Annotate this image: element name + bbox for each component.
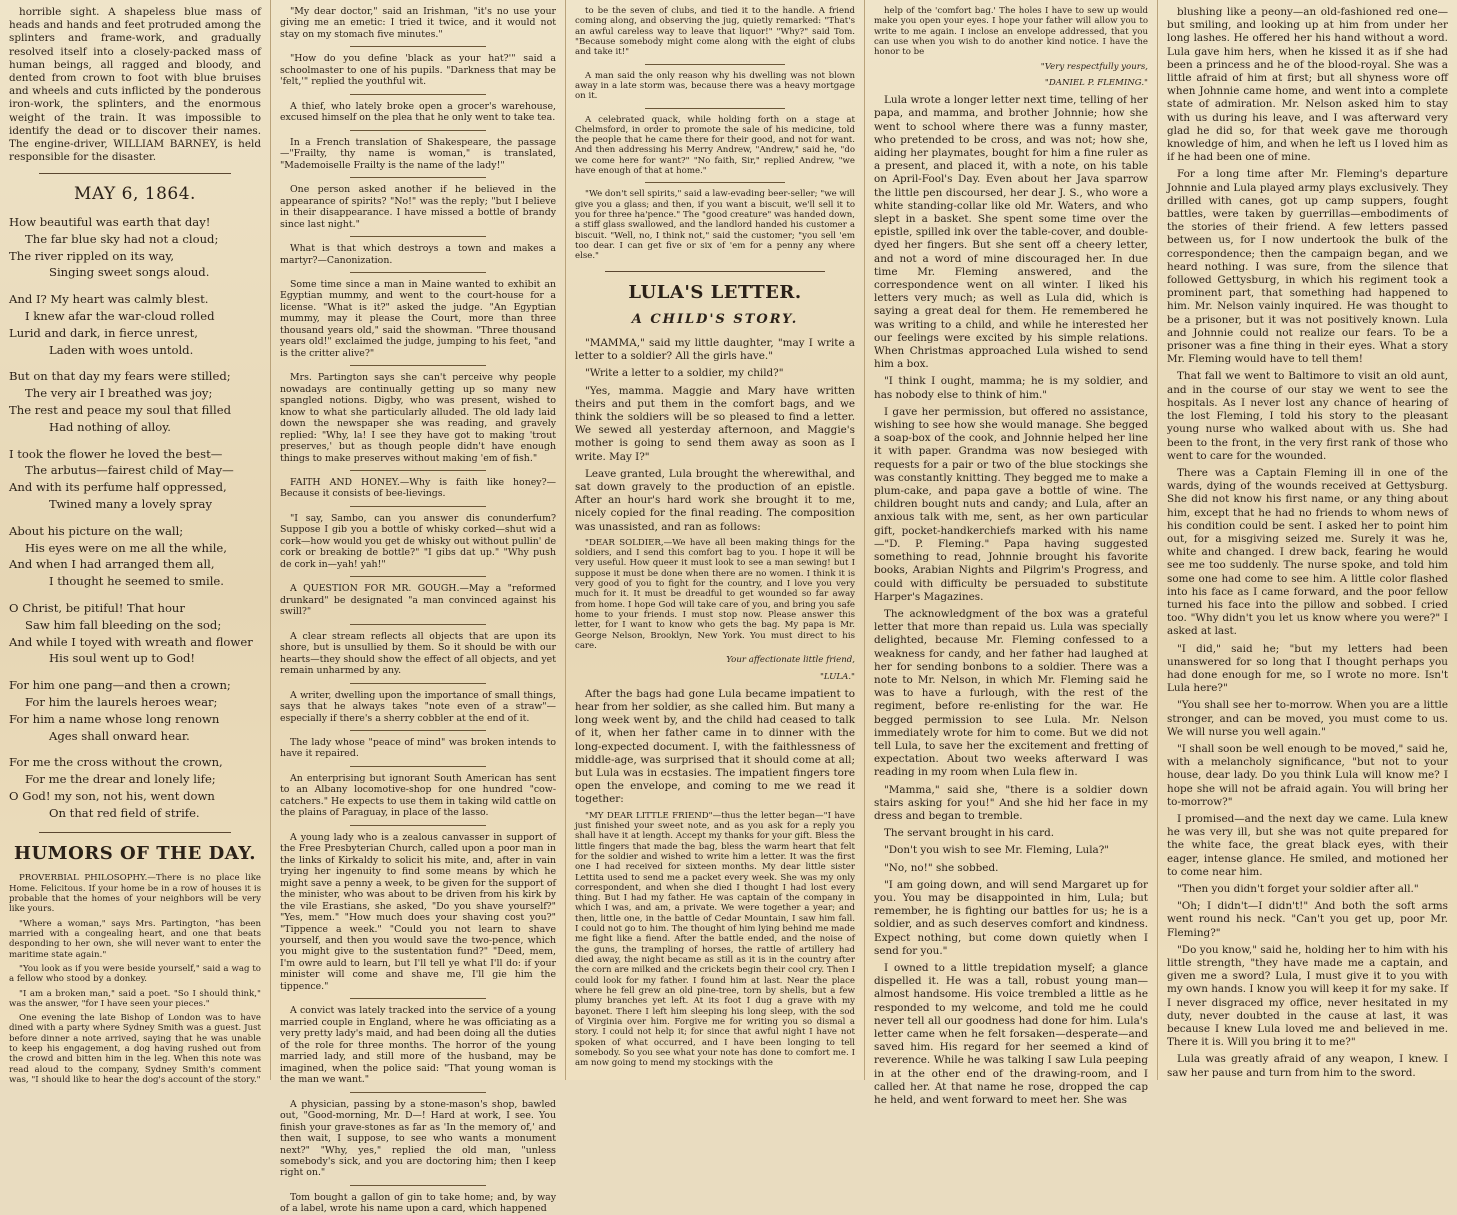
letter-signature: "LULA." xyxy=(819,671,855,682)
humor-item: A writer, dwelling upon the importance of small things, says that he always takes "note even of a straw"—especially if there's a sherry cobbler at the end of it. xyxy=(280,689,556,724)
poem-line: His eyes were on me all the while, xyxy=(25,540,227,555)
poem-line: For him a name whose long renown xyxy=(9,711,220,726)
story-title: LULA'S LETTER. xyxy=(628,281,802,303)
humor-item: A man said the only reason why his dwelling was not blown away in a late storm was, because there was a heavy mortgage on it. xyxy=(575,70,855,102)
item-separator xyxy=(350,272,486,273)
reply-signature-line: "Very respectfully yours, xyxy=(1040,61,1148,72)
column-2 xyxy=(270,0,565,1215)
story-paragraph: That fall we went to Baltimore to visit an old aunt, and in the course of our stay we went to see the hospitals. As I never lost any chance of hearing of the lost Fleming, I told his story to the pleasant young nurse who walked about with us. She had been to the front, in the very first rank of those who went to care for the wounded. xyxy=(1167,370,1448,462)
poem-line: His soul went up to God! xyxy=(49,651,196,666)
poem-line: Saw him fall bleeding on the sod; xyxy=(25,617,222,632)
poem-stanza xyxy=(9,214,261,281)
poem-line: I knew afar the war-cloud rolled xyxy=(25,309,215,323)
column-3-humor-items xyxy=(575,6,855,262)
story-paragraph: "Do you know," said he, holding her to him with his little strength, "they have made me a captain, and given me a sword? Lula, I must give it to you with my own hands. I know you will keep it for my sake. If I never disgraced my office, never hesitated in my duty, never doubted in the cause at last, it was because I knew Lula loved me and believed in me. There it is. Will you bring it to me?" xyxy=(1167,943,1448,1049)
story-paragraph: I owned to a little trepidation myself; a glance dispelled it. He was a tall, robust young man—almost handsome. His voice trembled a little as he responded to my welcome, and told me he could never tell all our goodness had done for him. Lula's letter came when he felt forsaken—desperate—and saved him. His regard for her seemed a kind of reverence. While he was talking I saw Lula peeping in at the other end of the drawing-room, and I called her. At that name he rose, dropped the cap he held, and went forward to meet her. She was xyxy=(874,961,1148,1107)
story-paragraph: Leave granted, Lula brought the wherewithal, and sat down gravely to the production of an epistle. After an hour's hard work she brought it to me, nicely copied for the final reading. The composition was unassisted, and ran as follows: xyxy=(575,467,855,533)
column-5 xyxy=(1157,0,1457,1080)
column-1 xyxy=(0,0,270,1085)
poem-stanza xyxy=(9,677,261,744)
column-rule xyxy=(605,271,825,272)
humor-item: In a French translation of Shakespeare, the passage—"Frailty, thy name is woman," is translated, "Mademoiselle Frailty is the name of the lady!" xyxy=(280,136,556,171)
humor-item: "How do you define 'black as your hat?'" said a schoolmaster to one of his pupils. "Darkness that may be 'felt,'" replied the youthful wit. xyxy=(280,53,556,88)
poem-line: The rest and peace my soul that filled xyxy=(9,402,231,417)
humor-item: Mrs. Partington says she can't perceive why people nowadays are continually getting up so many new spangled notions. Digby, who was present, wished to know to what she particularly alluded. The old lady laid down the newspaper she was reading, and gravely replied: "Why, la! I see they have got to making 'trout preserves,' but as though people didn't have enough things to make preserves without making 'em of fish." xyxy=(280,372,556,464)
letter-closing: Your affectionate little friend, xyxy=(726,655,855,666)
item-separator xyxy=(350,177,486,178)
story-paragraph: "Write a letter to a soldier, my child?" xyxy=(585,367,784,380)
item-separator xyxy=(350,130,486,131)
story-paragraph: I gave her permission, but offered no assistance, wishing to see how she would manage. She begged a soap-box of the cook, and Johnnie helped her line it with paper. Grandma was now besieged with requests for a pair or two of the blue stockings she was constantly knitting. They begged me to make a plum-cake, and papa gave a bottle of wine. The children bought nuts and candy; and Lula, after an anxious talk with me, sent, as her own particular gift, pocket-handkerchiefs marked with his name—"D. P. Fleming." Papa having suggested something to read, Johnnie brought his favorite books, Arabian Nights and Pilgrim's Progress, and could with difficulty be persuaded to substitute Harper's Magazines. xyxy=(874,405,1148,603)
story-paragraph: "I am going down, and will send Margaret up for you. You may be disappointed in him, Lula; but remember, he is fighting our battles for us; he is a soldier, and as such deserves comfort and kindness. Expect nothing, but come down quietly when I send for you." xyxy=(874,878,1148,957)
humor-item: to be the seven of clubs, and tied it to the handle. A friend coming along, and observing the jug, quietly remarked: "That's an awful careless way to leave that liquor!" "Why?" said Tom. "Because somebody might come along with the eight of clubs and take it!" xyxy=(575,6,855,58)
column-1-intro: horrible sight. A shapeless blue mass of heads and hands and feet protruded among the splinters and frame-work, and gradually resolved itself into a closely-packed mass of human beings, all ragged and bloody, and dented from crown to foot with blue bruises and wheels and cuts inflicted by the ponderous iron-work, the splinters, and the enormous weight of the train. It was impossible to identify the dead or to discover their names. The engine-driver, WILLIAM BARNEY, is held responsible for the disaster. xyxy=(9,6,261,164)
item-separator xyxy=(350,766,486,767)
poem-line: Ages shall onward hear. xyxy=(49,728,190,743)
story-paragraph: The servant brought in his card. xyxy=(884,827,1055,840)
column-3 xyxy=(565,0,864,1080)
story-paragraph: "Don't you wish to see Mr. Fleming, Lula?" xyxy=(884,844,1110,857)
story-paragraph: "No, no!" she sobbed. xyxy=(884,861,999,874)
item-separator xyxy=(350,730,486,731)
poem-line: Singing sweet songs aloud. xyxy=(49,265,210,280)
column-rule xyxy=(39,173,231,174)
item-separator xyxy=(350,683,486,684)
item-separator xyxy=(350,94,486,95)
item-separator xyxy=(350,506,486,507)
column-4 xyxy=(864,0,1157,1107)
poem-line: For him the laurels heroes wear; xyxy=(25,694,218,709)
poem-stanza xyxy=(9,523,261,590)
humor-item: FAITH AND HONEY.—Why is faith like honey?—Because it consists of bee-lievings. xyxy=(280,477,556,500)
item-separator xyxy=(350,1185,486,1186)
poem-line: I thought he seemed to smile. xyxy=(49,574,224,589)
humor-section-title: HUMORS OF THE DAY. xyxy=(13,842,257,864)
item-separator xyxy=(350,236,486,237)
story-subtitle: A CHILD'S STORY. xyxy=(631,312,799,328)
poem-line: O God! my son, not his, went down xyxy=(9,788,215,803)
poem-line: And I? My heart was calmly blest. xyxy=(9,292,209,307)
story-paragraph: There was a Captain Fleming ill in one of the wards, dying of the wounds received at Gettysburg. She did not know his first name, or any thing about him, except that he had no friends to whom news of his condition could be sent. I asked her to point him out, for a misgiving seized me. Surely it was he, white and changed. I drew back, fearing he would see me too suddenly. The nurse spoke, and told him some one had come to see him. A little color flashed into his face as I came forward, and the poor fellow turned his face into the pillow and sobbed. I cried too. "Why didn't you let us know where you were?" I asked at last. xyxy=(1167,466,1448,638)
poem-stanza xyxy=(9,446,261,513)
humor-item: Some time since a man in Maine wanted to exhibit an Egyptian mummy, and went to the court-house for a license. "What is it?" asked the judge. "An Egyptian mummy, may it please the Court, more than three thousand years old," said the showman. "Three thousand years old!" exclaimed the judge, jumping to his feet, "and is the critter alive?" xyxy=(280,278,556,359)
humor-item: "We don't sell spirits," said a law-evading beer-seller; "we will give you a glass; and then, if you want a biscuit, we'll sell it to you for three ha'pence." The "good creature" was handed down, a stiff glass swallowed, and the landlord handed his customer a biscuit. "Well, no, I think not," said the customer; "you sell 'em too dear. I can get five or six of 'em for a penny any where else." xyxy=(575,189,855,262)
poem-line: And when I had arranged them all, xyxy=(9,557,215,572)
poem-line: For me the cross without the crown, xyxy=(9,755,223,770)
humor-item: "My dear doctor," said an Irishman, "it's no use your giving me an emetic: I tried it twice, and it would not stay on my stomach five minutes." xyxy=(280,6,556,40)
poem-line: How beautiful was earth that day! xyxy=(9,215,211,230)
humor-item: The lady whose "peace of mind" was broken intends to have it repaired. xyxy=(280,736,556,760)
poem-line: Had nothing of alloy. xyxy=(49,419,171,434)
poem-line: The far blue sky had not a cloud; xyxy=(25,231,219,246)
humor-item: A convict was lately tracked into the service of a young married couple in England, where he was officiating as a very pretty lady's maid, and had been doing all the duties of the role for three months. The horror of the young married lady, and still more of the husband, may be imagined, when the police said: "That young woman is the man we want." xyxy=(280,1005,556,1086)
item-separator xyxy=(350,576,486,577)
poem-line: And while I toyed with wreath and flower xyxy=(9,634,253,649)
item-separator xyxy=(645,182,785,183)
item-separator xyxy=(350,470,486,471)
story-paragraph: I promised—and the next day we came. Lula knew he was very ill, but she was not quite prepared for the white face, the great black eyes, with their eager, intense glance. He smiled, and motioned her to come near him. xyxy=(1167,812,1448,878)
poem-body xyxy=(9,214,261,822)
humor-item: A physician, passing by a stone-mason's shop, bawled out, "Good-morning, Mr. D—! Hard at work, I see. You finish your grave-stones as far as 'In the memory of,' and then wait, I suppose, to see who wants a monument next?" "Why, yes," replied the old man, "unless somebody's sick, and you are doctoring him; then I keep right on." xyxy=(280,1098,556,1179)
poem-line: I took the flower he loved the best— xyxy=(9,446,223,461)
humor-item: An enterprising but ignorant South American has sent to an Albany locomotive-shop for one hundred "cow-catchers." He expects to use them in taking wild cattle on the plains of Paraguay, in place of the lasso. xyxy=(280,772,556,819)
reply-letter-end: help of the 'comfort bag.' The holes I have to sew up would make you open your eyes. I hope your father will allow you to write to me again. I inclose an envelope addressed, that you can use when you wish to do another kind notice. I have the honor to be xyxy=(874,6,1148,58)
poem-line: And with its perfume half oppressed, xyxy=(9,480,227,495)
item-separator xyxy=(645,108,785,109)
story-paragraph: The acknowledgment of the box was a grateful letter that more than repaid us. Lula was specially delighted, because Mr. Fleming confessed to a weakness for candy, and her father had laughed at her for sending bonbons to a soldier. There was a note to Mr. Nelson, in which Mr. Fleming said he was to have a furlough, with the rest of the regiment, before re-enlisting for the war. He begged permission to see Lula. Mr. Nelson immediately wrote for him to come. But we did not tell Lula, to save her the excitement and fretting of expectation. About two weeks afterward I was reading in my room when Lula flew in. xyxy=(874,607,1148,779)
story-paragraph: "I did," said he; "but my letters had been unanswered for so long that I thought perhaps you had done enough for me, so I wrote no more. Isn't Lula here?" xyxy=(1167,642,1448,695)
poem-line: The arbutus—fairest child of May— xyxy=(25,463,234,478)
poem-line: For me the drear and lonely life; xyxy=(25,772,216,787)
story-paragraph: For a long time after Mr. Fleming's departure Johnnie and Lula played army plays exclusively. They drilled with canes, got up camp suppers, fought battles, were taken by guerrillas—embodiments of the stories of their friend. A few letters passed between us, for I now undertook the bulk of the correspondence; then the campaign began, and we heard nothing. I was sure, from the silence that followed Gettysburg, in which his regiment took a prominent part, that something had happened to him. Mr. Nelson vainly inquired. He was thought to be a prisoner, but it was not positively known. Lula and Johnnie could not realize our fears. To be a prisoner was a fine thing in their eyes. What a story Mr. Fleming would have to tell them! xyxy=(1167,168,1448,366)
item-separator xyxy=(645,64,785,65)
poem-stanza xyxy=(9,368,261,435)
poem-line: The very air I breathed was joy; xyxy=(25,386,213,401)
poem-title: MAY 6, 1864. xyxy=(74,184,196,205)
humor-item: PROVERBIAL PHILOSOPHY.—There is no place like Home. Felicitous. If your home be in a row of houses it is probable that the homes of your neighbors will be very like yours. xyxy=(9,873,261,915)
humor-item: A clear stream reflects all objects that are upon its shore, but is unsullied by them. So it should be with our hearts—they should show the effect of all objects, and yet remain unharmed by any. xyxy=(280,630,556,677)
story-paragraphs xyxy=(575,337,855,534)
soldier-letter: "DEAR SOLDIER,—We have all been making things for the soldiers, and I send this comfort bag to you. I hope it will be very useful. How queer it must look to see a man sewing! but I suppose it must be done when there are no women. I think it is very good of you to fight for the country, and I love you very much for it. It must be dreadful to get wounded so far away from home. I hope God will take care of you, and bring you safe home to your friends. I must stop now. Please answer this letter, for I want to know who gets the bag. My papa is Mr. George Nelson, Brooklyn, New York. You must direct to his care. xyxy=(575,537,855,651)
humor-item: Tom bought a gallon of gin to take home; and, by way of a label, wrote his name upon a card, which happened xyxy=(280,1191,556,1215)
humor-item: "I am a broken man," said a poet. "So I should think," was the answer, "for I have seen your pieces." xyxy=(9,988,261,1009)
poem-stanza xyxy=(9,291,261,358)
poem-line: For him one pang—and then a crown; xyxy=(9,678,231,693)
story-paragraph: blushing like a peony—an old-fashioned red one—but smiling, and looking up at him from under her long lashes. He offered her his hand without a word. Lula gave him hers, when he kissed it as if she had been a princess and he of the blood-royal. She was a little afraid of him at first; but all shyness wore off when Johnnie came home, and went into a complete state of admiration. Mr. Nelson asked him to stay with us during his leave, and I was afterward very glad he did so, for that week gave me thorough knowledge of him, and when he left us I loved him as if he had been one of mine. xyxy=(1167,6,1448,164)
reply-letter: "MY DEAR LITTLE FRIEND"—thus the letter began—"I have just finished your sweet note, and as you ask for a reply you shall have it at length. Accept my thanks for your gift. Bless the little fingers that made the bag, bless the warm heart that felt for the soldier and wished to write him a letter. It was the first one I had received for sixteen months. My dear little sister Lettita used to send me a packet every week. She was my only correspondent, and when she died I thought I had lost every thing. But I had my father. He was captain of the company in which I was, and am, a private. We were together a year; and then, little one, in the battle of Cedar Mountain, I saw him fall. I could not go to him. The thought of him lying behind me made me fight like a fiend. After the battle ended, and the noise of the guns, the trampling of horses, the rattle of artillery had died away, the night became as still as it is in the country after the corn are milked and the crickets begin their cool cry. Then I could look for my father. I found him at last. Near the place where he fell grew an old pine-tree, torn by shells, but a few plumy branches yet left. At its foot I dug a grave with my bayonet. There I left him sleeping his long sleep, with the sod of Virginia over him. Forgive me for writing you so dismal a story. I could not help it; for since that awful night I have not spoken of what occurred, and I have been longing to tell somebody. So you see what your note has done to comfort me. I am now going to mend my stockings with the xyxy=(575,810,855,1069)
story-paragraph: Lula wrote a longer letter next time, telling of her papa, and mamma, and brother Johnnie; how she went to school where there was a funny master, who pretended to be cross, and was not; how she, aiding her playmates, bought for him a fine ruler as a present, and placed it, with a note, on his table on April-Fool's Day. Even about her Java sparrow the little pen discoursed, her dear J. S., who wore a white standing-collar like old Mr. Waters, and who slept in a basket. She spent some time over the epistle, spilled ink over the table-cover, and double-dyed her fingers. But she sent off a cheery letter, and not a word of mine discouraged her. In due time Mr. Fleming answered, and the correspondence went on all winter. I liked his letters very much; as well as Lula did, which is saying a great deal for them. He remembered he was writing to a child, and while he interested her our feelings were excited by his simple relations. When Christmas approached Lula wished to send him a box. xyxy=(874,94,1148,371)
story-paragraph: "Mamma," said she, "there is a soldier down stairs asking for you!" And she hid her face in my dress and began to tremble. xyxy=(874,783,1148,822)
poem-stanza xyxy=(9,754,261,821)
poem-line: O Christ, be pitiful! That hour xyxy=(9,600,185,615)
column-rule xyxy=(39,832,231,833)
item-separator xyxy=(350,46,486,47)
story-paragraph: "Then you didn't forget your soldier after all." xyxy=(1177,883,1419,895)
humor-item: A QUESTION FOR MR. GOUGH.—May a "reformed drunkard" be designated "a man convinced against his swill?" xyxy=(280,583,556,618)
story-paragraph: "Yes, mamma. Maggie and Mary have written theirs and put them in the comfort bags, and we think the soldiers will be so pleased to find a letter. We sewed all yesterday afternoon, and Maggie's mother is going to send them away as soon as I write. May I?" xyxy=(575,384,855,463)
story-paragraph: "MAMMA," said my little daughter, "may I write a letter to a soldier? All the girls have." xyxy=(575,336,855,363)
humor-item: A celebrated quack, while holding forth on a stage at Chelmsford, in order to promote the sale of his medicine, told the people that he came there for their good, and not for want. And then addressing his Merry Andrew, "Andrew," said he, "do we come here for want?" "No faith, Sir," replied Andrew, "we have enough of that at home." xyxy=(575,114,855,177)
item-separator xyxy=(350,1092,486,1093)
poem-line: On that red field of strife. xyxy=(49,805,200,820)
humor-item: What is that which destroys a town and makes a martyr?—Canonization. xyxy=(280,243,556,266)
story-paragraph: "I think I ought, mamma; he is my soldier, and has nobody else to think of him." xyxy=(874,375,1148,401)
humor-item: "Where a woman," says Mrs. Partington, "has been married with a congealing heart, and one that beats desponding to her own, she will never want to enter the maritime state again." xyxy=(9,918,261,960)
item-separator xyxy=(350,998,486,999)
poem-line: About his picture on the wall; xyxy=(9,523,184,538)
reply-signature-name: "DANIEL P. FLEMING." xyxy=(1044,77,1148,88)
story-paragraph: Lula was greatly afraid of any weapon, I knew. I saw her pause and turn from him to the sword. xyxy=(1167,1053,1448,1079)
item-separator xyxy=(350,365,486,366)
humor-item: A thief, who lately broke open a grocer's warehouse, excused himself on the plea that he only went to take tea. xyxy=(280,100,556,124)
humor-items xyxy=(9,873,261,1085)
poem-line: Lurid and dark, in fierce unrest, xyxy=(9,325,198,340)
item-separator xyxy=(350,624,486,625)
poem-stanza xyxy=(9,600,261,667)
story-paragraphs xyxy=(874,94,1148,1107)
humor-item: One person asked another if he believed in the appearance of spirits? "No!" was the reply; "but I believe in their disappearance. I have missed a bottle of brandy since last night." xyxy=(280,184,556,230)
poem-line: But on that day my fears were stilled; xyxy=(9,369,231,384)
humor-item: "I say, Sambo, can you answer dis conunderfum? Suppose I gib you a bottle of whisky corked—shut wid a cork—how would you get de whisky out without pullin' de cork or breaking de bottle?" "I gibs dat up." "Why push de cork in—yah! yah!" xyxy=(280,512,556,570)
story-paragraph: After the bags had gone Lula became impatient to hear from her soldier, as she called him. But many a long week went by, and the child had ceased to talk of it, when her father came in to dinner with the long-expected document. I, with the faithlessness of middle-age, was surprised that it should come at all; but Lula was in ecstasies. The impatient fingers tore open the envelope, and coming to me we read it together: xyxy=(575,687,855,806)
poem-line: The river rippled on its way, xyxy=(9,248,175,263)
humor-item: A young lady who is a zealous canvasser in support of the Free Presbyterian Church, called upon a poor man in the links of Kirkaldy to solicit his mite, and, after in vain trying her ingenuity to find some means by which he might save a penny a week, to be given for the support of the minister, who was about to be driven from his kirk by the vile Erastians, she asked, "Do you shave yourself?" "Yes, mem." "How much does your shaving cost you?" "Tippence a week." "Could you not learn to shave yourself, and then you would save the two-pence, which you might give to the sustentation fund?" "Deed, mem, I'm owre auld to learn, but I'll tell ye what I'll do: if your minister will come and shave me, I'll gie him the tippence." xyxy=(280,831,556,992)
humor-item: One evening the late Bishop of London was to have dined with a party where Sydney Smith was a guest. Just before dinner a note arrived, saying that he was unable to keep his engagement, a dog having rushed out from the crowd and bitten him in the leg. When this note was read aloud to the company, Sydney Smith's comment was, "I should like to hear the dog's account of the story." xyxy=(9,1013,261,1085)
poem-line: Laden with woes untold. xyxy=(49,342,194,357)
humor-item: "You look as if you were beside yourself," said a wag to a fellow who stood by a donkey. xyxy=(9,963,261,985)
story-paragraph: "I shall soon be well enough to be moved," said he, with a melancholy significance, "but not to your house, dear lady. Do you think Lula will know me? I hope she will not be afraid again. You will bring her to-morrow?" xyxy=(1167,742,1448,808)
story-paragraph: "Oh; I didn't—I didn't!" And both the soft arms went round his neck. "Can't you get up, poor Mr. Fleming?" xyxy=(1167,900,1448,939)
item-separator xyxy=(350,825,486,826)
story-paragraph: "You shall see her to-morrow. When you are a little stronger, and can be moved, you must come to us. We will nurse you well again." xyxy=(1167,699,1448,738)
poem-line: Twined many a lovely spray xyxy=(49,496,213,511)
